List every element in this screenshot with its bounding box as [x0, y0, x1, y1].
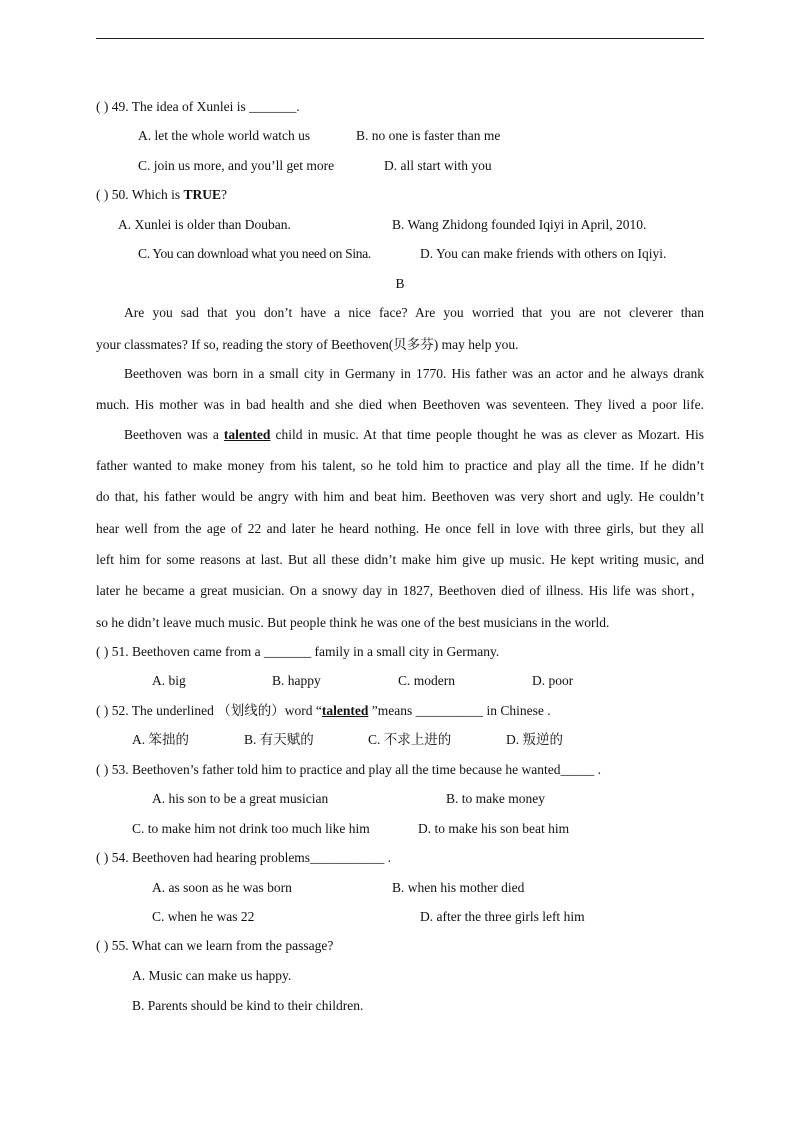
question-51-option-d: D. poor — [532, 673, 574, 688]
underlined-word-talented: talented — [223, 427, 271, 442]
question-52-option-b: B. 有天赋的 — [244, 732, 314, 747]
question-53-option-d: D. to make his son beat him — [418, 821, 570, 836]
question-49-option-c: C. join us more, and you’ll get more — [138, 158, 335, 173]
question-49-stem: ( ) 49. The idea of Xunlei is _______. — [96, 99, 300, 114]
question-50-option-c: C. You can download what you need on Sina. — [138, 246, 372, 261]
header-rule — [96, 38, 704, 39]
question-50-option-a: A. Xunlei is older than Douban. — [118, 217, 291, 232]
question-50-option-b: B. Wang Zhidong founded Iqiyi in April, 2010. — [392, 217, 647, 232]
question-52-option-a: A. 笨拙的 — [132, 732, 189, 747]
passage-p1-line1: Are you sad that you don’t have a nice face? Are you worried that you are not cleverer than — [124, 305, 704, 320]
question-55-option-a: A. Music can make us happy. — [132, 968, 292, 983]
question-52-option-c: C. 不求上进的 — [368, 732, 452, 747]
section-b-heading: B — [395, 276, 405, 291]
question-53-option-c: C. to make him not drink too much like him — [132, 821, 370, 836]
question-51-option-b: B. happy — [272, 673, 321, 688]
passage-p3-line5: left him for some reasons at last. But all these didn’t make him give up music. He kept writing music, and — [96, 552, 704, 567]
question-53-option-a: A. his son to be a great musician — [152, 791, 329, 806]
question-55-stem: ( ) 55. What can we learn from the passage? — [96, 938, 334, 953]
passage-p3-line2: father wanted to make money from his talent, so he told him to practice and play all the time. If he didn’t — [96, 458, 704, 473]
question-52-option-d: D. 叛逆的 — [506, 732, 563, 747]
question-54-option-a: A. as soon as he was born — [152, 880, 292, 895]
passage-p2-line2: much. His mother was in bad health and she died when Beethoven was seventeen. They lived a poor life. — [96, 397, 704, 412]
passage-p3-line7: so he didn’t leave much music. But people think he was one of the best musicians in the world. — [96, 615, 610, 630]
passage-p3-line4: hear well from the age of 22 and later he heard nothing. He once fell in love with three girls, but they all — [96, 521, 704, 536]
question-51-option-a: A. big — [152, 673, 186, 688]
question-52-underlined-word: talented — [321, 703, 369, 718]
passage-p2-line1: Beethoven was born in a small city in Germany in 1770. His father was an actor and he always drank — [124, 366, 704, 381]
question-55-option-b: B. Parents should be kind to their children. — [132, 998, 364, 1013]
question-49-option-b: B. no one is faster than me — [356, 128, 501, 143]
question-53-option-b: B. to make money — [446, 791, 545, 806]
question-54-option-d: D. after the three girls left him — [420, 909, 585, 924]
question-54-stem: ( ) 54. Beethoven had hearing problems___________ . — [96, 850, 392, 865]
passage-p3-line6: later he became a great musician. On a snowy day in 1827, Beethoven died of illness. His life was short， — [96, 583, 704, 598]
question-53-stem: ( ) 53. Beethoven’s father told him to practice and play all the time because he wanted_____ . — [96, 762, 601, 777]
question-54-option-c: C. when he was 22 — [152, 909, 255, 924]
question-49-option-d: D. all start with you — [384, 158, 492, 173]
passage-p1-line2: your classmates? If so, reading the story of Beethoven(贝多芬) may help you. — [96, 337, 519, 352]
question-50-stem: ( ) 50. Which is TRUE? — [96, 187, 228, 202]
question-52-stem: ( ) 52. The underlined （划线的）word “talented ”means __________ in Chinese . — [96, 703, 551, 718]
passage-p3-line1: Beethoven was a talented child in music. At that time people thought he was as clever as Mozart. His — [124, 427, 704, 442]
question-54-option-b: B. when his mother died — [392, 880, 525, 895]
question-51-stem: ( ) 51. Beethoven came from a _______ family in a small city in Germany. — [96, 644, 500, 659]
question-50-option-d: D. You can make friends with others on Iqiyi. — [420, 246, 667, 261]
question-51-option-c: C. modern — [398, 673, 455, 688]
passage-p3-line3: do that, his father would be angry with him and beat him. Beethoven was very short and ugly. He couldn’t — [96, 489, 704, 504]
question-49-option-a: A. let the whole world watch us — [138, 128, 311, 143]
question-50-true-keyword: TRUE — [183, 187, 222, 202]
